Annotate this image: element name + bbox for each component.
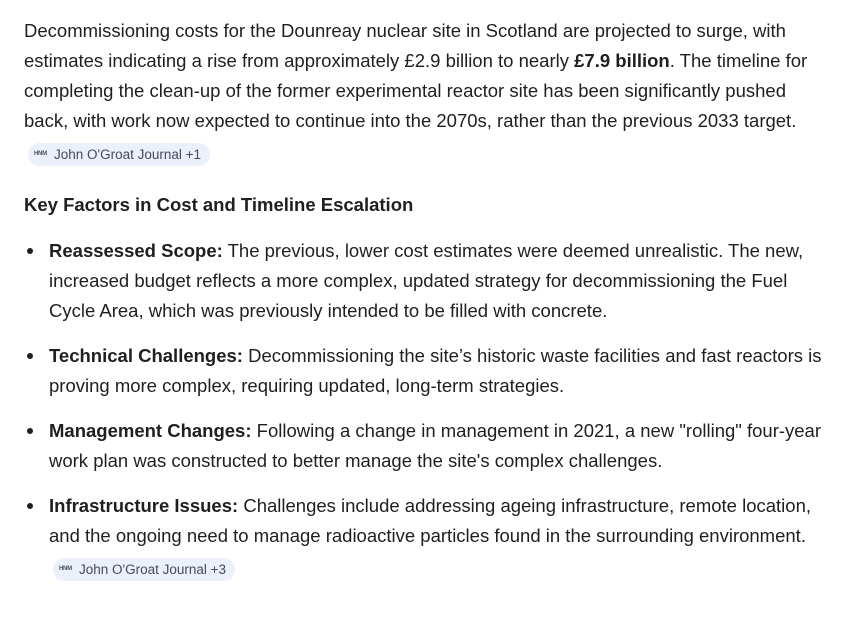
factor-text: Challenges include addressing ageing infrastructure, remote location, and the ongoing need to manage radioactive particles found in the surrounding environment.: [49, 495, 811, 546]
news-source-icon: HNM: [59, 566, 72, 572]
section-heading: Key Factors in Cost and Timeline Escalation: [24, 194, 414, 215]
news-source-icon: HNM: [34, 151, 47, 157]
factor-text: Decommissioning the site’s historic waste facilities and fast reactors is proving more complex, requiring updated, long-term strategies.: [49, 345, 822, 396]
list-item-technical-challenges: [24, 341, 824, 401]
citation-label: John O'Groat Journal +3: [79, 562, 227, 577]
factor-title: Management Changes:: [49, 420, 252, 441]
intro-bold-amount: £7.9 billion: [574, 50, 670, 71]
bullet-point: [27, 353, 33, 359]
list-item-management-changes: [24, 416, 824, 476]
factor-title: Infrastructure Issues:: [49, 495, 239, 516]
intro-text-end: . The timeline for completing the clean-up of the former experimental reactor site has been significantly pushed back, with work now expected to continue into the 2070s, rather than the previous 2033 target.: [24, 50, 808, 131]
list-item-infrastructure-issues: [24, 491, 824, 581]
citation-label: John O'Groat Journal +1: [54, 147, 202, 162]
factor-text: The previous, lower cost estimates were deemed unrealistic. The new, increased budget reflects a more complex, updated strategy for decommissioning the Fuel Cycle Area, which was previously intended to be filled with concrete.: [49, 240, 804, 321]
bullet-point: [27, 503, 33, 509]
factor-title: Reassessed Scope:: [49, 240, 223, 261]
factors-list: [24, 236, 824, 581]
factor-title: Technical Challenges:: [49, 345, 243, 366]
bullet-point: [27, 248, 33, 254]
citation-chip-infrastructure[interactable]: [53, 558, 235, 581]
intro-text-start: Decommissioning costs for the Dounreay nuclear site in Scotland are projected to surge, with estimates indicating a rise from approximately £2.9 billion to nearly: [24, 20, 786, 71]
bullet-point: [27, 428, 33, 434]
intro-paragraph: [24, 16, 824, 166]
list-item-reassessed-scope: [24, 236, 824, 326]
citation-chip-intro[interactable]: [28, 143, 210, 166]
response-content: [24, 16, 824, 581]
factor-text: Following a change in management in 2021, a new "rolling" four-year work plan was constructed to better manage the site's complex challenges.: [49, 420, 822, 471]
